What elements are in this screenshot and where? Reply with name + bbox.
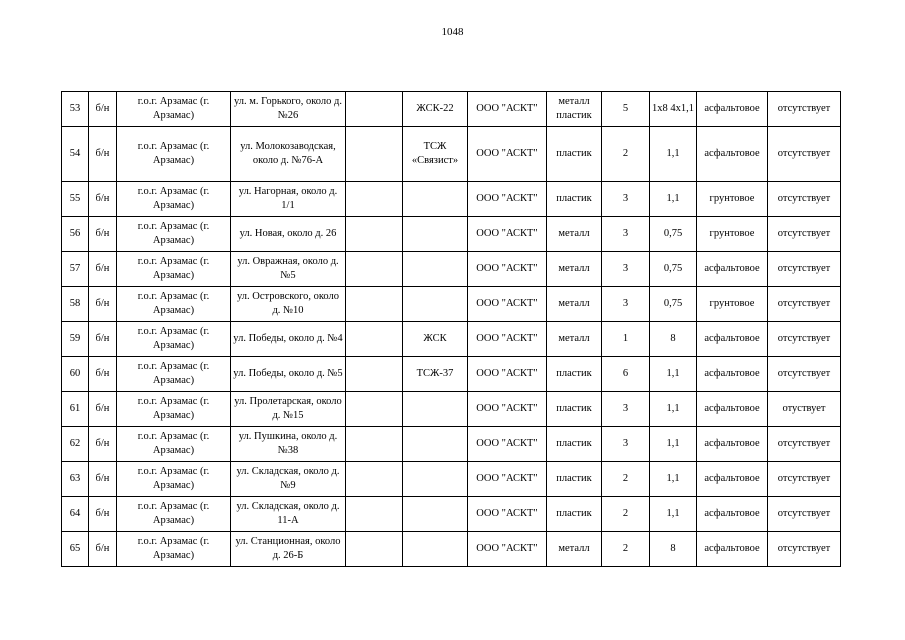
container-volume-cell: 8 bbox=[650, 532, 697, 567]
container-material-cell: пластик bbox=[547, 497, 602, 532]
table-row bbox=[62, 287, 841, 322]
management-org-cell bbox=[403, 532, 468, 567]
operator-cell: ООО "АСКТ" bbox=[468, 532, 547, 567]
municipality-cell: г.о.г. Арзамас (г. Арзамас) bbox=[117, 462, 231, 497]
municipality-cell: г.о.г. Арзамас (г. Арзамас) bbox=[117, 217, 231, 252]
row-number-cell: 64 bbox=[62, 497, 89, 532]
management-org-cell: ТСЖ-37 bbox=[403, 357, 468, 392]
registry-mark-cell: б/н bbox=[89, 497, 117, 532]
address-cell: ул. Новая, около д. 26 bbox=[231, 217, 346, 252]
blank-cell-cell bbox=[346, 357, 403, 392]
table-row bbox=[62, 217, 841, 252]
container-material-cell: пластик bbox=[547, 392, 602, 427]
operator-cell: ООО "АСКТ" bbox=[468, 92, 547, 127]
registry-mark-cell: б/н bbox=[89, 462, 117, 497]
surface-type-cell: асфальтовое bbox=[697, 252, 768, 287]
page-number: 1048 bbox=[441, 26, 464, 38]
container-count-cell: 3 bbox=[602, 217, 650, 252]
table-row bbox=[62, 127, 841, 182]
municipality-cell: г.о.г. Арзамас (г. Арзамас) bbox=[117, 127, 231, 182]
fence-status-cell: отсутствует bbox=[768, 252, 841, 287]
blank-cell-cell bbox=[346, 497, 403, 532]
address-cell: ул. Победы, около д. №4 bbox=[231, 322, 346, 357]
surface-type-cell: асфальтовое bbox=[697, 427, 768, 462]
table-body bbox=[62, 92, 841, 567]
table-row bbox=[62, 252, 841, 287]
management-org-cell bbox=[403, 427, 468, 462]
container-material-cell: металл bbox=[547, 252, 602, 287]
container-count-cell: 3 bbox=[602, 392, 650, 427]
registry-table bbox=[61, 91, 841, 567]
row-number-cell: 54 bbox=[62, 127, 89, 182]
fence-status-cell: отсутствует bbox=[768, 322, 841, 357]
management-org-cell bbox=[403, 392, 468, 427]
registry-mark-cell: б/н bbox=[89, 392, 117, 427]
municipality-cell: г.о.г. Арзамас (г. Арзамас) bbox=[117, 497, 231, 532]
management-org-cell: ТСЖ «Связист» bbox=[403, 127, 468, 182]
registry-mark-cell: б/н bbox=[89, 532, 117, 567]
container-material-cell: металл bbox=[547, 532, 602, 567]
container-count-cell: 3 bbox=[602, 427, 650, 462]
container-count-cell: 5 bbox=[602, 92, 650, 127]
container-material-cell: металл bbox=[547, 287, 602, 322]
container-material-cell: пластик bbox=[547, 462, 602, 497]
registry-mark-cell: б/н bbox=[89, 287, 117, 322]
container-volume-cell: 1,1 bbox=[650, 392, 697, 427]
container-count-cell: 2 bbox=[602, 127, 650, 182]
fence-status-cell: отсутствует bbox=[768, 357, 841, 392]
registry-mark-cell: б/н bbox=[89, 92, 117, 127]
blank-cell-cell bbox=[346, 462, 403, 497]
surface-type-cell: асфальтовое bbox=[697, 392, 768, 427]
container-count-cell: 3 bbox=[602, 252, 650, 287]
registry-mark-cell: б/н bbox=[89, 182, 117, 217]
blank-cell-cell bbox=[346, 252, 403, 287]
container-count-cell: 2 bbox=[602, 497, 650, 532]
address-cell: ул. Нагорная, около д. 1/1 bbox=[231, 182, 346, 217]
address-cell: ул. Складская, около д. №9 bbox=[231, 462, 346, 497]
fence-status-cell: отсутствует bbox=[768, 497, 841, 532]
container-count-cell: 1 bbox=[602, 322, 650, 357]
table-row bbox=[62, 357, 841, 392]
blank-cell-cell bbox=[346, 92, 403, 127]
address-cell: ул. Станционная, около д. 26-Б bbox=[231, 532, 346, 567]
surface-type-cell: асфальтовое bbox=[697, 532, 768, 567]
surface-type-cell: асфальтовое bbox=[697, 462, 768, 497]
container-material-cell: пластик bbox=[547, 182, 602, 217]
operator-cell: ООО "АСКТ" bbox=[468, 427, 547, 462]
fence-status-cell: отсутствует bbox=[768, 287, 841, 322]
registry-mark-cell: б/н bbox=[89, 322, 117, 357]
container-material-cell: металл bbox=[547, 217, 602, 252]
management-org-cell bbox=[403, 497, 468, 532]
surface-type-cell: асфальтовое bbox=[697, 127, 768, 182]
blank-cell-cell bbox=[346, 532, 403, 567]
registry-mark-cell: б/н bbox=[89, 357, 117, 392]
surface-type-cell: грунтовое bbox=[697, 287, 768, 322]
operator-cell: ООО "АСКТ" bbox=[468, 287, 547, 322]
address-cell: ул. Складская, около д. 11-А bbox=[231, 497, 346, 532]
registry-mark-cell: б/н bbox=[89, 252, 117, 287]
fence-status-cell: отсутствует bbox=[768, 217, 841, 252]
blank-cell-cell bbox=[346, 217, 403, 252]
operator-cell: ООО "АСКТ" bbox=[468, 497, 547, 532]
fence-status-cell: отсутствует bbox=[768, 127, 841, 182]
surface-type-cell: грунтовое bbox=[697, 217, 768, 252]
row-number-cell: 63 bbox=[62, 462, 89, 497]
table-row bbox=[62, 532, 841, 567]
management-org-cell bbox=[403, 217, 468, 252]
management-org-cell: ЖСК-22 bbox=[403, 92, 468, 127]
container-count-cell: 3 bbox=[602, 182, 650, 217]
address-cell: ул. Победы, около д. №5 bbox=[231, 357, 346, 392]
municipality-cell: г.о.г. Арзамас (г. Арзамас) bbox=[117, 357, 231, 392]
municipality-cell: г.о.г. Арзамас (г. Арзамас) bbox=[117, 92, 231, 127]
fence-status-cell: отсутствует bbox=[768, 462, 841, 497]
container-volume-cell: 1,1 bbox=[650, 127, 697, 182]
table-row bbox=[62, 322, 841, 357]
container-volume-cell: 1,1 bbox=[650, 497, 697, 532]
row-number-cell: 57 bbox=[62, 252, 89, 287]
row-number-cell: 53 bbox=[62, 92, 89, 127]
row-number-cell: 56 bbox=[62, 217, 89, 252]
municipality-cell: г.о.г. Арзамас (г. Арзамас) bbox=[117, 532, 231, 567]
container-volume-cell: 0,75 bbox=[650, 217, 697, 252]
row-number-cell: 55 bbox=[62, 182, 89, 217]
container-material-cell: пластик bbox=[547, 127, 602, 182]
management-org-cell bbox=[403, 462, 468, 497]
fence-status-cell: отсутствует bbox=[768, 92, 841, 127]
row-number-cell: 59 bbox=[62, 322, 89, 357]
container-material-cell: металл bbox=[547, 322, 602, 357]
container-volume-cell: 1,1 bbox=[650, 462, 697, 497]
container-volume-cell: 1,1 bbox=[650, 427, 697, 462]
table-row bbox=[62, 92, 841, 127]
fence-status-cell: отуствует bbox=[768, 392, 841, 427]
table-row bbox=[62, 462, 841, 497]
address-cell: ул. м. Горького, около д. №26 bbox=[231, 92, 346, 127]
surface-type-cell: асфальтовое bbox=[697, 497, 768, 532]
registry-mark-cell: б/н bbox=[89, 217, 117, 252]
management-org-cell bbox=[403, 182, 468, 217]
container-volume-cell: 0,75 bbox=[650, 287, 697, 322]
municipality-cell: г.о.г. Арзамас (г. Арзамас) bbox=[117, 427, 231, 462]
operator-cell: ООО "АСКТ" bbox=[468, 182, 547, 217]
blank-cell-cell bbox=[346, 322, 403, 357]
container-volume-cell: 1,1 bbox=[650, 357, 697, 392]
container-material-cell: металл пластик bbox=[547, 92, 602, 127]
management-org-cell bbox=[403, 287, 468, 322]
operator-cell: ООО "АСКТ" bbox=[468, 322, 547, 357]
table-row bbox=[62, 392, 841, 427]
address-cell: ул. Пролетарская, около д. №15 bbox=[231, 392, 346, 427]
blank-cell-cell bbox=[346, 182, 403, 217]
container-volume-cell: 1х8 4х1,1 bbox=[650, 92, 697, 127]
operator-cell: ООО "АСКТ" bbox=[468, 217, 547, 252]
container-volume-cell: 0,75 bbox=[650, 252, 697, 287]
table-row bbox=[62, 182, 841, 217]
table-row bbox=[62, 427, 841, 462]
container-volume-cell: 8 bbox=[650, 322, 697, 357]
container-material-cell: пластик bbox=[547, 427, 602, 462]
address-cell: ул. Молокозаводская, около д. №76-А bbox=[231, 127, 346, 182]
fence-status-cell: отсутствует bbox=[768, 427, 841, 462]
municipality-cell: г.о.г. Арзамас (г. Арзамас) bbox=[117, 287, 231, 322]
table-row bbox=[62, 497, 841, 532]
container-material-cell: пластик bbox=[547, 357, 602, 392]
operator-cell: ООО "АСКТ" bbox=[468, 252, 547, 287]
management-org-cell bbox=[403, 252, 468, 287]
row-number-cell: 58 bbox=[62, 287, 89, 322]
registry-mark-cell: б/н bbox=[89, 427, 117, 462]
fence-status-cell: отсутствует bbox=[768, 532, 841, 567]
row-number-cell: 61 bbox=[62, 392, 89, 427]
container-count-cell: 6 bbox=[602, 357, 650, 392]
surface-type-cell: асфальтовое bbox=[697, 322, 768, 357]
row-number-cell: 60 bbox=[62, 357, 89, 392]
blank-cell-cell bbox=[346, 127, 403, 182]
operator-cell: ООО "АСКТ" bbox=[468, 127, 547, 182]
address-cell: ул. Пушкина, около д. №38 bbox=[231, 427, 346, 462]
container-volume-cell: 1,1 bbox=[650, 182, 697, 217]
surface-type-cell: асфальтовое bbox=[697, 92, 768, 127]
registry-mark-cell: б/н bbox=[89, 127, 117, 182]
operator-cell: ООО "АСКТ" bbox=[468, 392, 547, 427]
address-cell: ул. Островского, около д. №10 bbox=[231, 287, 346, 322]
blank-cell-cell bbox=[346, 427, 403, 462]
blank-cell-cell bbox=[346, 287, 403, 322]
container-count-cell: 2 bbox=[602, 532, 650, 567]
blank-cell-cell bbox=[346, 392, 403, 427]
surface-type-cell: грунтовое bbox=[697, 182, 768, 217]
fence-status-cell: отсутствует bbox=[768, 182, 841, 217]
municipality-cell: г.о.г. Арзамас (г. Арзамас) bbox=[117, 182, 231, 217]
operator-cell: ООО "АСКТ" bbox=[468, 462, 547, 497]
municipality-cell: г.о.г. Арзамас (г. Арзамас) bbox=[117, 252, 231, 287]
management-org-cell: ЖСК bbox=[403, 322, 468, 357]
container-count-cell: 3 bbox=[602, 287, 650, 322]
row-number-cell: 62 bbox=[62, 427, 89, 462]
row-number-cell: 65 bbox=[62, 532, 89, 567]
municipality-cell: г.о.г. Арзамас (г. Арзамас) bbox=[117, 322, 231, 357]
address-cell: ул. Овражная, около д. №5 bbox=[231, 252, 346, 287]
surface-type-cell: асфальтовое bbox=[697, 357, 768, 392]
operator-cell: ООО "АСКТ" bbox=[468, 357, 547, 392]
container-count-cell: 2 bbox=[602, 462, 650, 497]
municipality-cell: г.о.г. Арзамас (г. Арзамас) bbox=[117, 392, 231, 427]
